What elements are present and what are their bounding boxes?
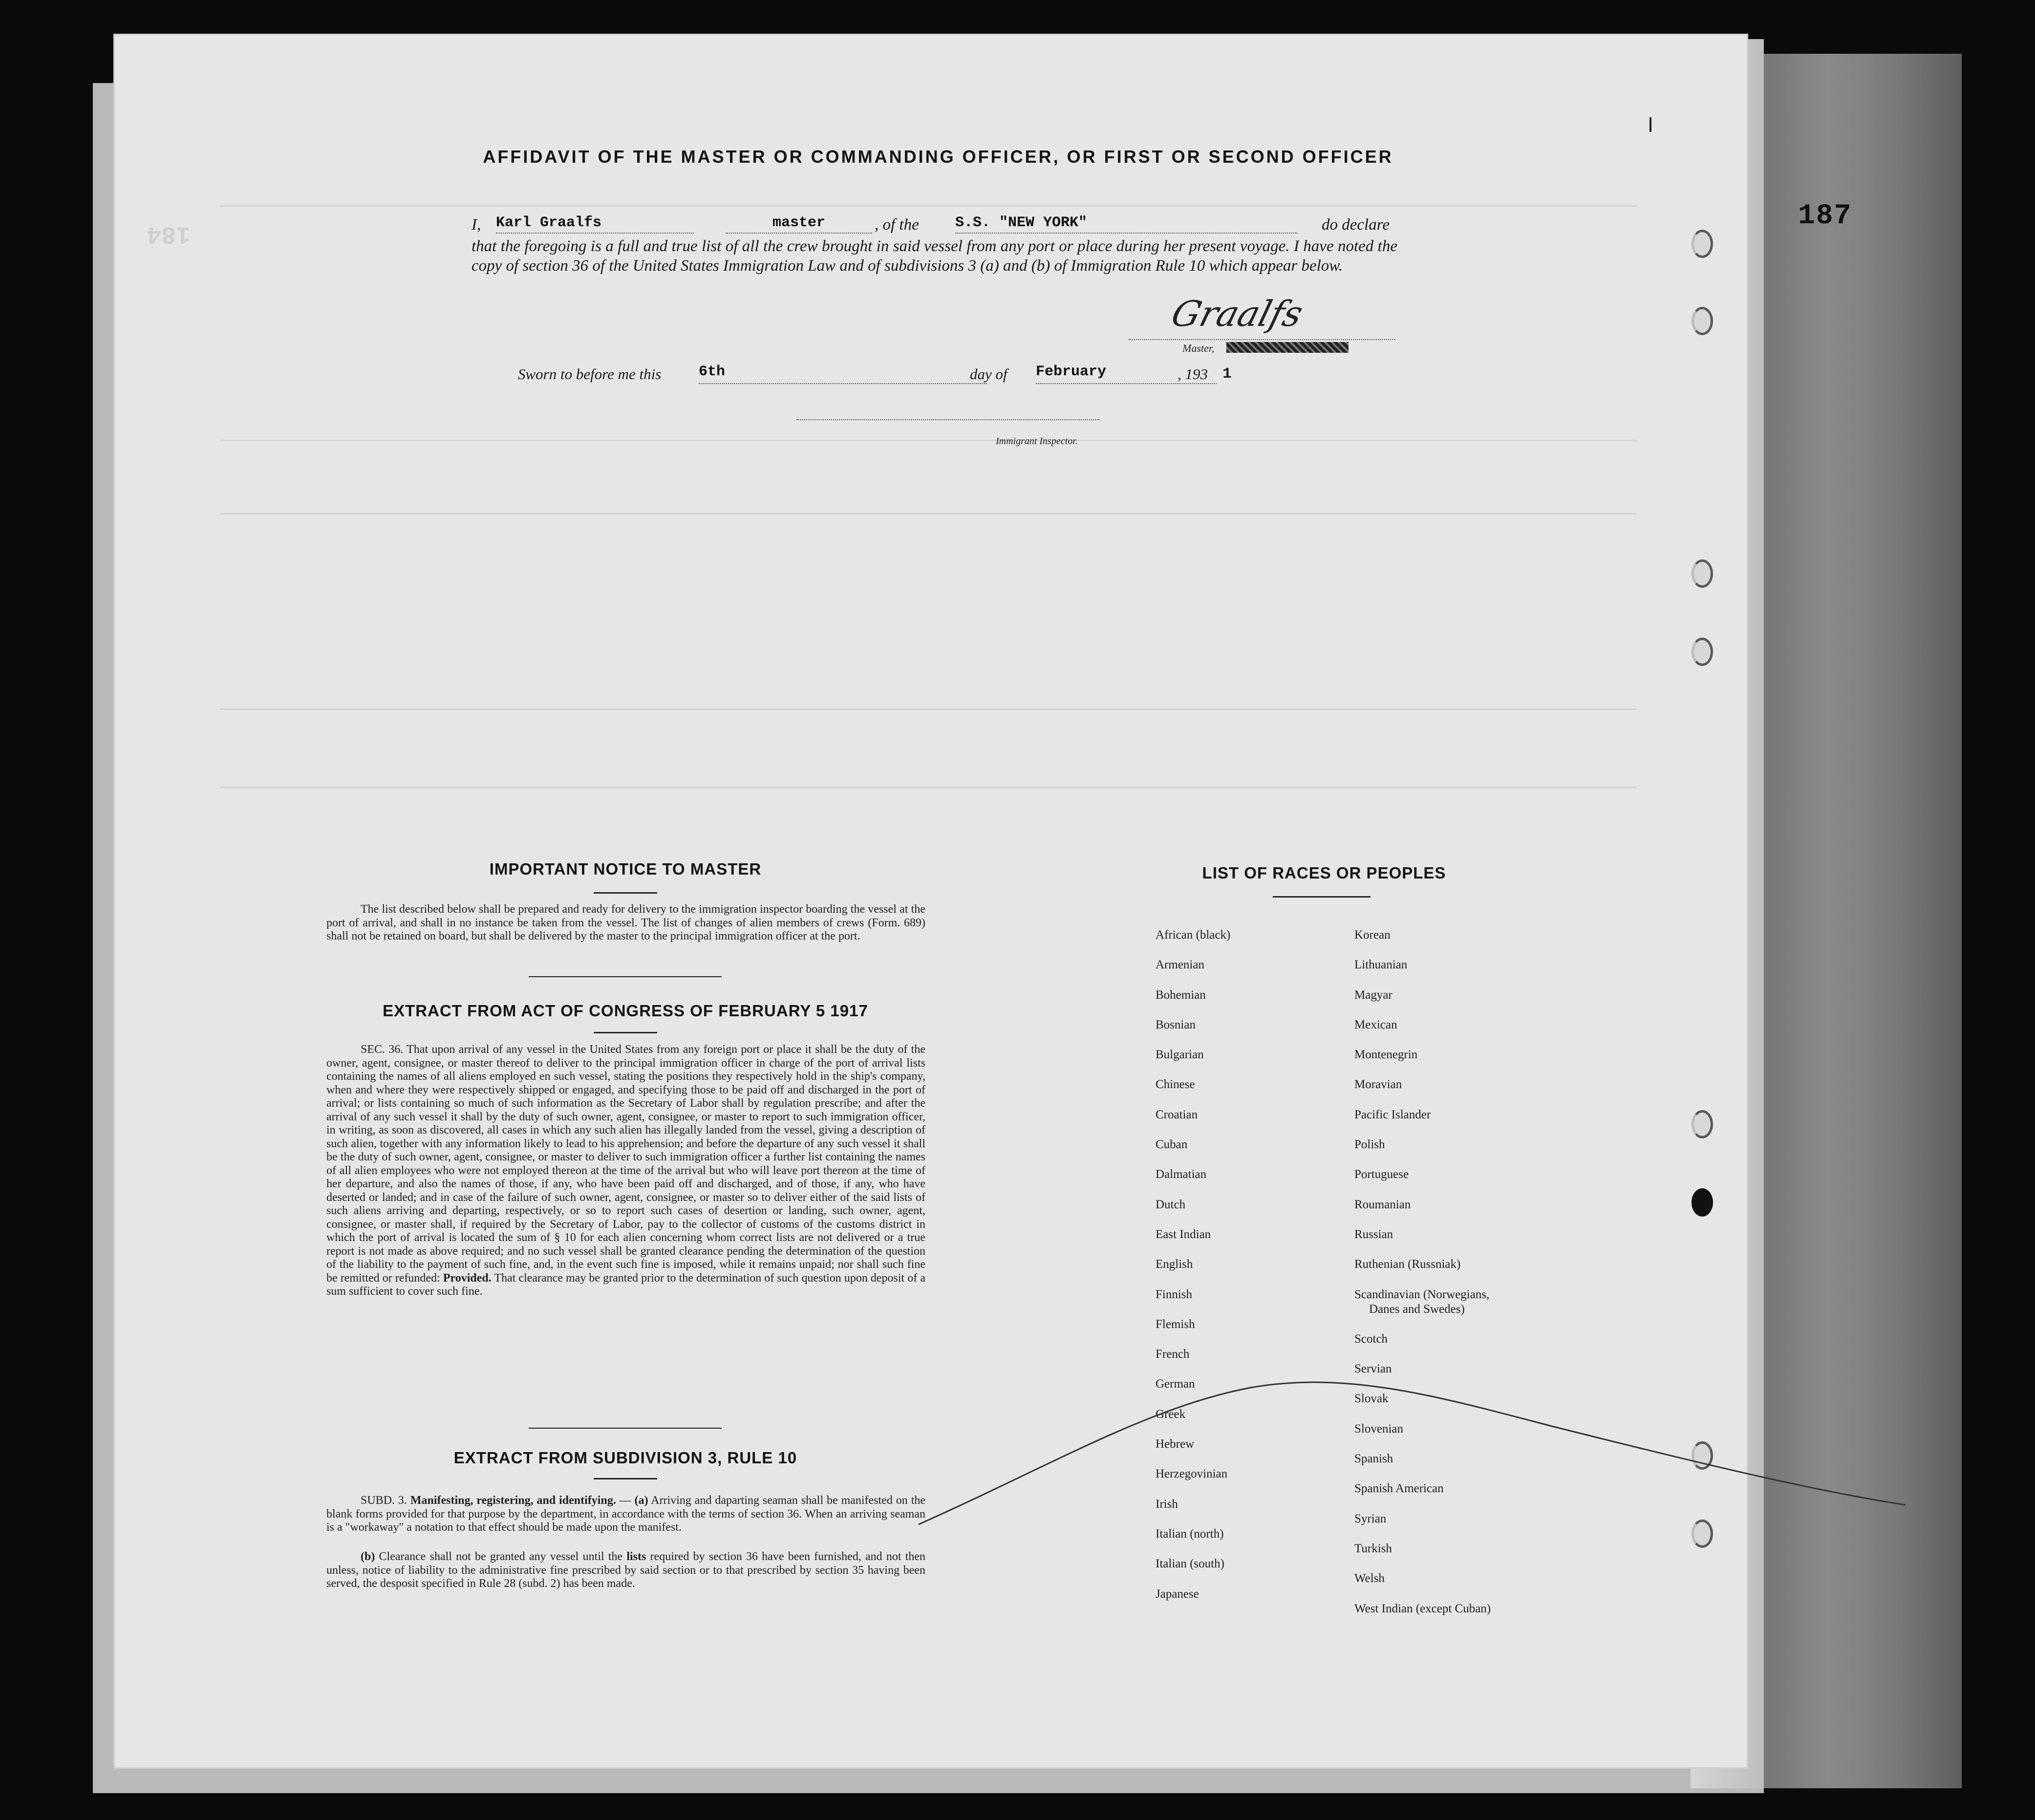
sworn-month-field: February: [1036, 364, 1217, 384]
race-item: Roumanian: [1354, 1198, 1411, 1211]
race-item: Herzegovinian: [1156, 1467, 1228, 1481]
race-item: Magyar: [1354, 988, 1392, 1002]
race-item: Spanish American: [1354, 1482, 1444, 1496]
race-item: Russian: [1354, 1227, 1393, 1241]
race-item: Montenegrin: [1354, 1048, 1418, 1062]
race-item: Bosnian: [1156, 1018, 1196, 1031]
inspector-label: Immigrant Inspector.: [996, 436, 1078, 447]
race-item: Flemish: [1156, 1317, 1195, 1331]
race-item: Lithuanian: [1354, 958, 1408, 972]
subd-b-text-1: Clearance shall not be granted any vessel until the: [379, 1550, 623, 1563]
do-declare-label: do declare: [1322, 216, 1390, 234]
left-margin-mark: 184: [147, 220, 191, 248]
act-section-text: SEC. 36. That upon arrival of any vessel in the United States from any foreign port or place it shall be the duty of the owner, agent, consignee, or master thereof to deliver to the principal immigration officer in charge of the port of arrival lists containing the names of all aliens employed en such vessel, stating the positions they respectively hold in the ship's company, when and where they were respectively shipped or engaged, and specifying those to be paid off and discharged in the port of arrival; or lists containing so much of such information as the Secretary of Labor shall by regulation prescribe; and after the arrival of any such vessel it shall by the duty of such owner, agent, consignee, or master to report to such immigration officer, in writing, as soon as discovered, all cases in which any such alien has illegally landed from the vessel, giving a description of such alien, together with any information likely to lead to his apprehension; and before the departure of any such vessel it shall be the duty of such owner, agent, consignee, or master to deliver to such immigration officer a further list containing the names of all alien employees who were not employed thereon at the time of the arrival but who will leave port thereon at the time of her departure, and also the names of those, if any, who have been paid off and discharged, and of those, if any, who have deserted or landed; and in case of the failure of such owner, agent, consignee, or master so to deliver either of the said lists of such aliens arriving and departing, respectively, or so to report such cases of desertion or landing, such owner, agent, consignee, or master shall, if required by the Secretary of Labor, pay to the collector of customs of the customs district in which the port of arrival is located the sum of § 10 for each alien concerning whom correct lists are not delivered or a true report is not made as above required; and no such vessel shall be granted clearance pending the determination of the question of the liability to the payment of such fine, and, in the event such fine is imposed, while it remains unpaid; nor shall such fine be remitted or refunded:: [326, 1043, 925, 1285]
act-section-text-end: That clearance may be granted prior to the determination of such question upon deposit of a sum sufficient to cover such fine.: [326, 1271, 925, 1298]
page-number: 187: [1798, 200, 1852, 232]
race-item: Scandinavian (Norwegians,: [1354, 1287, 1490, 1301]
vessel-name-field: S.S. "NEW YORK": [955, 213, 1297, 234]
race-item: Spanish: [1354, 1452, 1393, 1466]
race-item: Armenian: [1156, 958, 1204, 972]
sworn-label: Sworn to before me this: [518, 365, 662, 383]
subd-b-label: (b): [361, 1550, 375, 1563]
race-item: Welsh: [1354, 1572, 1385, 1585]
act-extract-title: EXTRACT FROM ACT OF CONGRESS OF FEBRUARY 5 1917: [383, 1002, 868, 1020]
race-item: Polish: [1354, 1138, 1385, 1152]
notice-title: IMPORTANT NOTICE TO MASTER: [489, 860, 762, 878]
race-item: Portuguese: [1354, 1168, 1409, 1181]
rule-extract-title: EXTRACT FROM SUBDIVISION 3, RULE 10: [453, 1449, 797, 1467]
race-item: Mexican: [1354, 1018, 1397, 1031]
affidavit-declaration-text: that the foregoing is a full and true list of all the crew brought in said vessel from any port or place during her present voyage. I have noted the copy of section 36 of the United States Immigration Law and of subdivisions 3 (a) and (b) of Immigration Rule 10 which appear below.: [471, 237, 1397, 275]
pencil-curve: [919, 1382, 1906, 1524]
race-item: Hebrew: [1156, 1437, 1195, 1451]
race-item: French: [1156, 1348, 1190, 1361]
race-item: Scotch: [1354, 1332, 1388, 1346]
race-item: Irish: [1156, 1497, 1178, 1511]
officer-rank-field: master: [726, 213, 872, 234]
subd-label: SUBD. 3.: [361, 1494, 407, 1507]
race-item: Croatian: [1156, 1108, 1198, 1121]
race-item: Japanese: [1156, 1587, 1199, 1601]
races-title: LIST OF RACES OR PEOPLES: [1202, 864, 1446, 882]
race-item: Greek: [1156, 1407, 1186, 1421]
race-item: Italian (south): [1156, 1557, 1224, 1571]
affidavit-prefix: I,: [471, 216, 481, 234]
race-item: English: [1156, 1258, 1193, 1271]
signer-title-label: Master,: [1182, 342, 1215, 354]
race-item: Korean: [1354, 928, 1391, 942]
race-item: Pacific Islander: [1354, 1108, 1431, 1121]
race-item: East Indian: [1156, 1227, 1211, 1241]
race-item: Moravian: [1354, 1078, 1402, 1092]
race-item: Bulgarian: [1156, 1048, 1204, 1062]
race-item: Ruthenian (Russniak): [1354, 1258, 1461, 1271]
race-item: Cuban: [1156, 1138, 1188, 1152]
subd-b-lists: lists: [626, 1550, 646, 1563]
subd-a-text: Arriving and daparting seaman shall be manifested on the blank forms provided for that purpose by the department, in accordance with the terms of section 36. When an arriving seaman is a "workaway" a notation to that effect should be made upon the manifest.: [326, 1494, 926, 1534]
race-item: Italian (north): [1156, 1527, 1224, 1541]
race-item: Servian: [1354, 1362, 1392, 1376]
affidavit-title: AFFIDAVIT OF THE MASTER OR COMMANDING OFFICER, OR FIRST OR SECOND OFFICER: [483, 147, 1393, 167]
race-item: West Indian (except Cuban): [1354, 1602, 1491, 1615]
master-signature: Graalfs: [1167, 293, 1307, 334]
race-item: Slovak: [1354, 1392, 1389, 1406]
act-provided-label: Provided.: [443, 1271, 492, 1285]
race-item: Slovenian: [1354, 1422, 1403, 1435]
race-item: Syrian: [1354, 1512, 1387, 1525]
race-item: Chinese: [1156, 1078, 1195, 1092]
sworn-year-suffix: 1: [1222, 365, 1232, 383]
race-item: Turkish: [1354, 1542, 1392, 1555]
race-item: Dutch: [1156, 1198, 1186, 1211]
race-item: German: [1156, 1377, 1195, 1391]
notice-text: The list described below shall be prepared and ready for delivery to the immigration inspector boarding the vessel at the port of arrival, and shall in no instance be taken from the vessel. The list of changes of alien members of crews (Form. 689) shall not be retained on board, but shall be delivered by the master to the principal immigration officer at the port.: [326, 903, 925, 942]
day-of-label: day of: [970, 365, 1007, 383]
officer-name-field: Karl Graalfs: [496, 213, 694, 234]
subd-a-label: (a): [634, 1494, 648, 1507]
of-the-label: , of the: [875, 216, 919, 234]
race-item: African (black): [1156, 928, 1231, 942]
race-item: Dalmatian: [1156, 1168, 1207, 1181]
race-item: Finnish: [1156, 1287, 1193, 1301]
subd-heading: Manifesting, registering, and identifying.: [410, 1494, 616, 1507]
sworn-year-prefix: , 193: [1178, 365, 1208, 383]
race-item: Bohemian: [1156, 988, 1206, 1002]
sworn-day-field: 6th: [699, 364, 987, 384]
subd-b-text-2: required by section 36 have been furnished, and not then unless, notice of liability to the administrative fine prescribed by said section or to that prescribed by section 35 having been served, the desposit specified in Rule 28 (subd. 2) has been made.: [326, 1550, 926, 1590]
subd-dash: —: [616, 1494, 635, 1507]
race-item: Danes and Swedes): [1369, 1302, 1465, 1316]
